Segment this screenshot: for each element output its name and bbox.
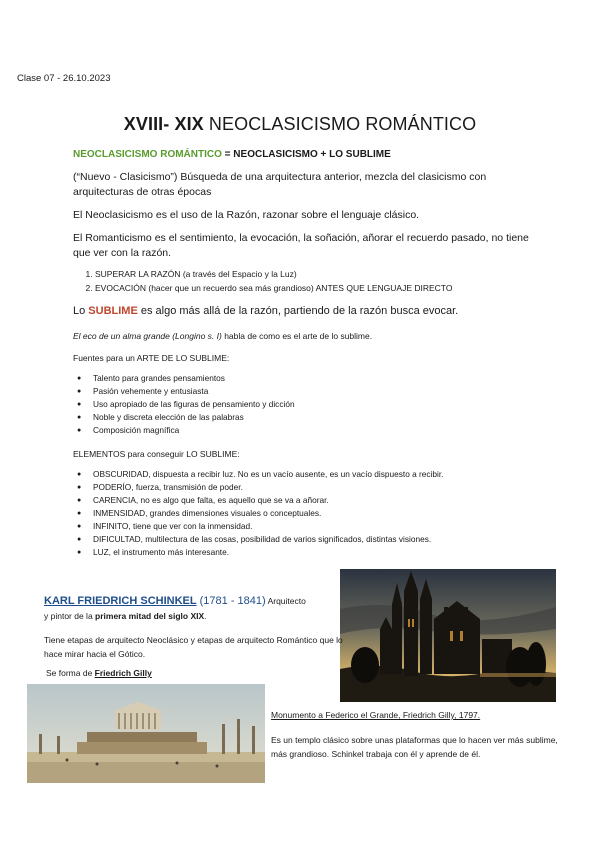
- longino-italic: El eco de un alma grande (Longino s. I): [73, 331, 222, 341]
- list-item: 1. SUPERAR LA RAZÓN (a través del Espacio y la Luz): [95, 267, 555, 281]
- formation-pre: Se forma de: [46, 668, 95, 678]
- sublime-post: es algo más allá de la razón, partiendo de la razón busca evocar.: [137, 305, 459, 317]
- class-date: Clase 07 - 26.10.2023: [17, 73, 111, 84]
- title-rest: NEOCLASICISMO ROMÁNTICO: [203, 114, 477, 134]
- paragraph-romanticismo: El Romanticismo es el sentimiento, la evocación, la soñación, añorar el recuerdo pasado, no tiene que ver con la razón.: [73, 232, 529, 259]
- list-item: ● DIFICULTAD, multilectura de las cosas, posibilidad de varios significados, distintas visiones.: [93, 533, 563, 546]
- page-title: [0, 114, 600, 135]
- gilly-monument-painting: [27, 684, 265, 783]
- elementos-list: [73, 468, 563, 559]
- list-item: ● LUZ, el instrumento más interesante.: [93, 546, 563, 559]
- list-item: ● Pasión vehemente y entusiasta: [93, 385, 563, 398]
- list-item: ● CARENCIA, no es algo que falta, es aquello que se va a añorar.: [93, 494, 563, 507]
- longino-quote: [73, 329, 533, 344]
- monument-description: Es un templo clásico sobre unas plataformas que lo hacen ver más sublime, más grandioso. Schinkel trabaja con él y aprende de él.: [271, 735, 558, 759]
- schinkel-dates: (1781 - 1841): [196, 595, 266, 607]
- subtitle-term: NEOCLASICISMO ROMÁNTICO: [73, 149, 222, 160]
- list-item: ● PODERÍO, fuerza, transmisión de poder.: [93, 481, 563, 494]
- list-item: ● Composición magnífica: [93, 424, 563, 437]
- numbered-list: [73, 267, 555, 295]
- longino-rest: habla de como es el arte de lo sublime.: [221, 331, 373, 341]
- paragraph-neoclasicismo: El Neoclasicismo es el uso de la Razón, razonar sobre el lenguaje clásico.: [73, 209, 420, 221]
- list-item: ● INMENSIDAD, grandes dimensiones visuales o conceptuales.: [93, 507, 563, 520]
- title-century: XVIII- XIX: [123, 114, 204, 134]
- subtitle-equals: =: [221, 149, 234, 160]
- list-item: ● Uso apropiado de las figuras de pensamiento y dicción: [93, 398, 563, 411]
- list-item: ● INFINITO, tiene que ver con la inmensidad.: [93, 520, 563, 533]
- list-item: ● OBSCURIDAD, dispuesta a recibir luz. No es un vacío ausente, es un vacío dispuesto a recibir.: [93, 468, 563, 481]
- schinkel-name: KARL FRIEDRICH SCHINKEL: [44, 595, 197, 607]
- gothic-cathedral-painting: [340, 569, 556, 702]
- paragraph-nuevo-clasicismo: (“Nuevo - Clasicismo”) Búsqueda de una arquitectura anterior, mezcla del clasicismo con arquitecturas de otras épocas: [73, 171, 487, 198]
- schinkel-etapas: Tiene etapas de arquitecto Neoclásico y etapas de arquitecto Romántico que lo hace mirar hacia el Gótico.: [44, 635, 343, 659]
- list-item: ● Talento para grandes pensamientos: [93, 372, 563, 385]
- schinkel-role-pre: y pintor de la: [44, 611, 96, 621]
- schinkel-role-end: .: [204, 611, 207, 621]
- sublime-pre: Lo: [73, 305, 89, 317]
- subtitle: [73, 147, 533, 162]
- schinkel-role-bold: primera mitad del siglo XIX: [95, 611, 205, 621]
- schinkel-role-line2: [44, 611, 207, 621]
- list-item: ● Noble y discreta elección de las palabras: [93, 411, 563, 424]
- monument-caption: Monumento a Federico el Grande, Friedrich Gilly, 1797.: [271, 710, 481, 720]
- sublime-word: SUBLIME: [88, 305, 138, 317]
- subtitle-definition: NEOCLASICISMO + LO SUBLIME: [233, 149, 391, 160]
- schinkel-formation: [46, 666, 346, 680]
- elementos-heading: ELEMENTOS para conseguir LO SUBLIME:: [73, 449, 240, 459]
- fuentes-list: [73, 372, 563, 437]
- friedrich-gilly-name: Friedrich Gilly: [94, 668, 152, 678]
- list-item: 2. EVOCACIÓN (hacer que un recuerdo sea más grandioso) ANTES QUE LENGUAJE DIRECTO: [95, 281, 555, 295]
- sublime-definition: [73, 304, 533, 319]
- fuentes-heading: Fuentes para un ARTE DE LO SUBLIME:: [73, 353, 230, 363]
- schinkel-role: Arquitecto: [265, 596, 306, 606]
- schinkel-heading: [44, 594, 344, 624]
